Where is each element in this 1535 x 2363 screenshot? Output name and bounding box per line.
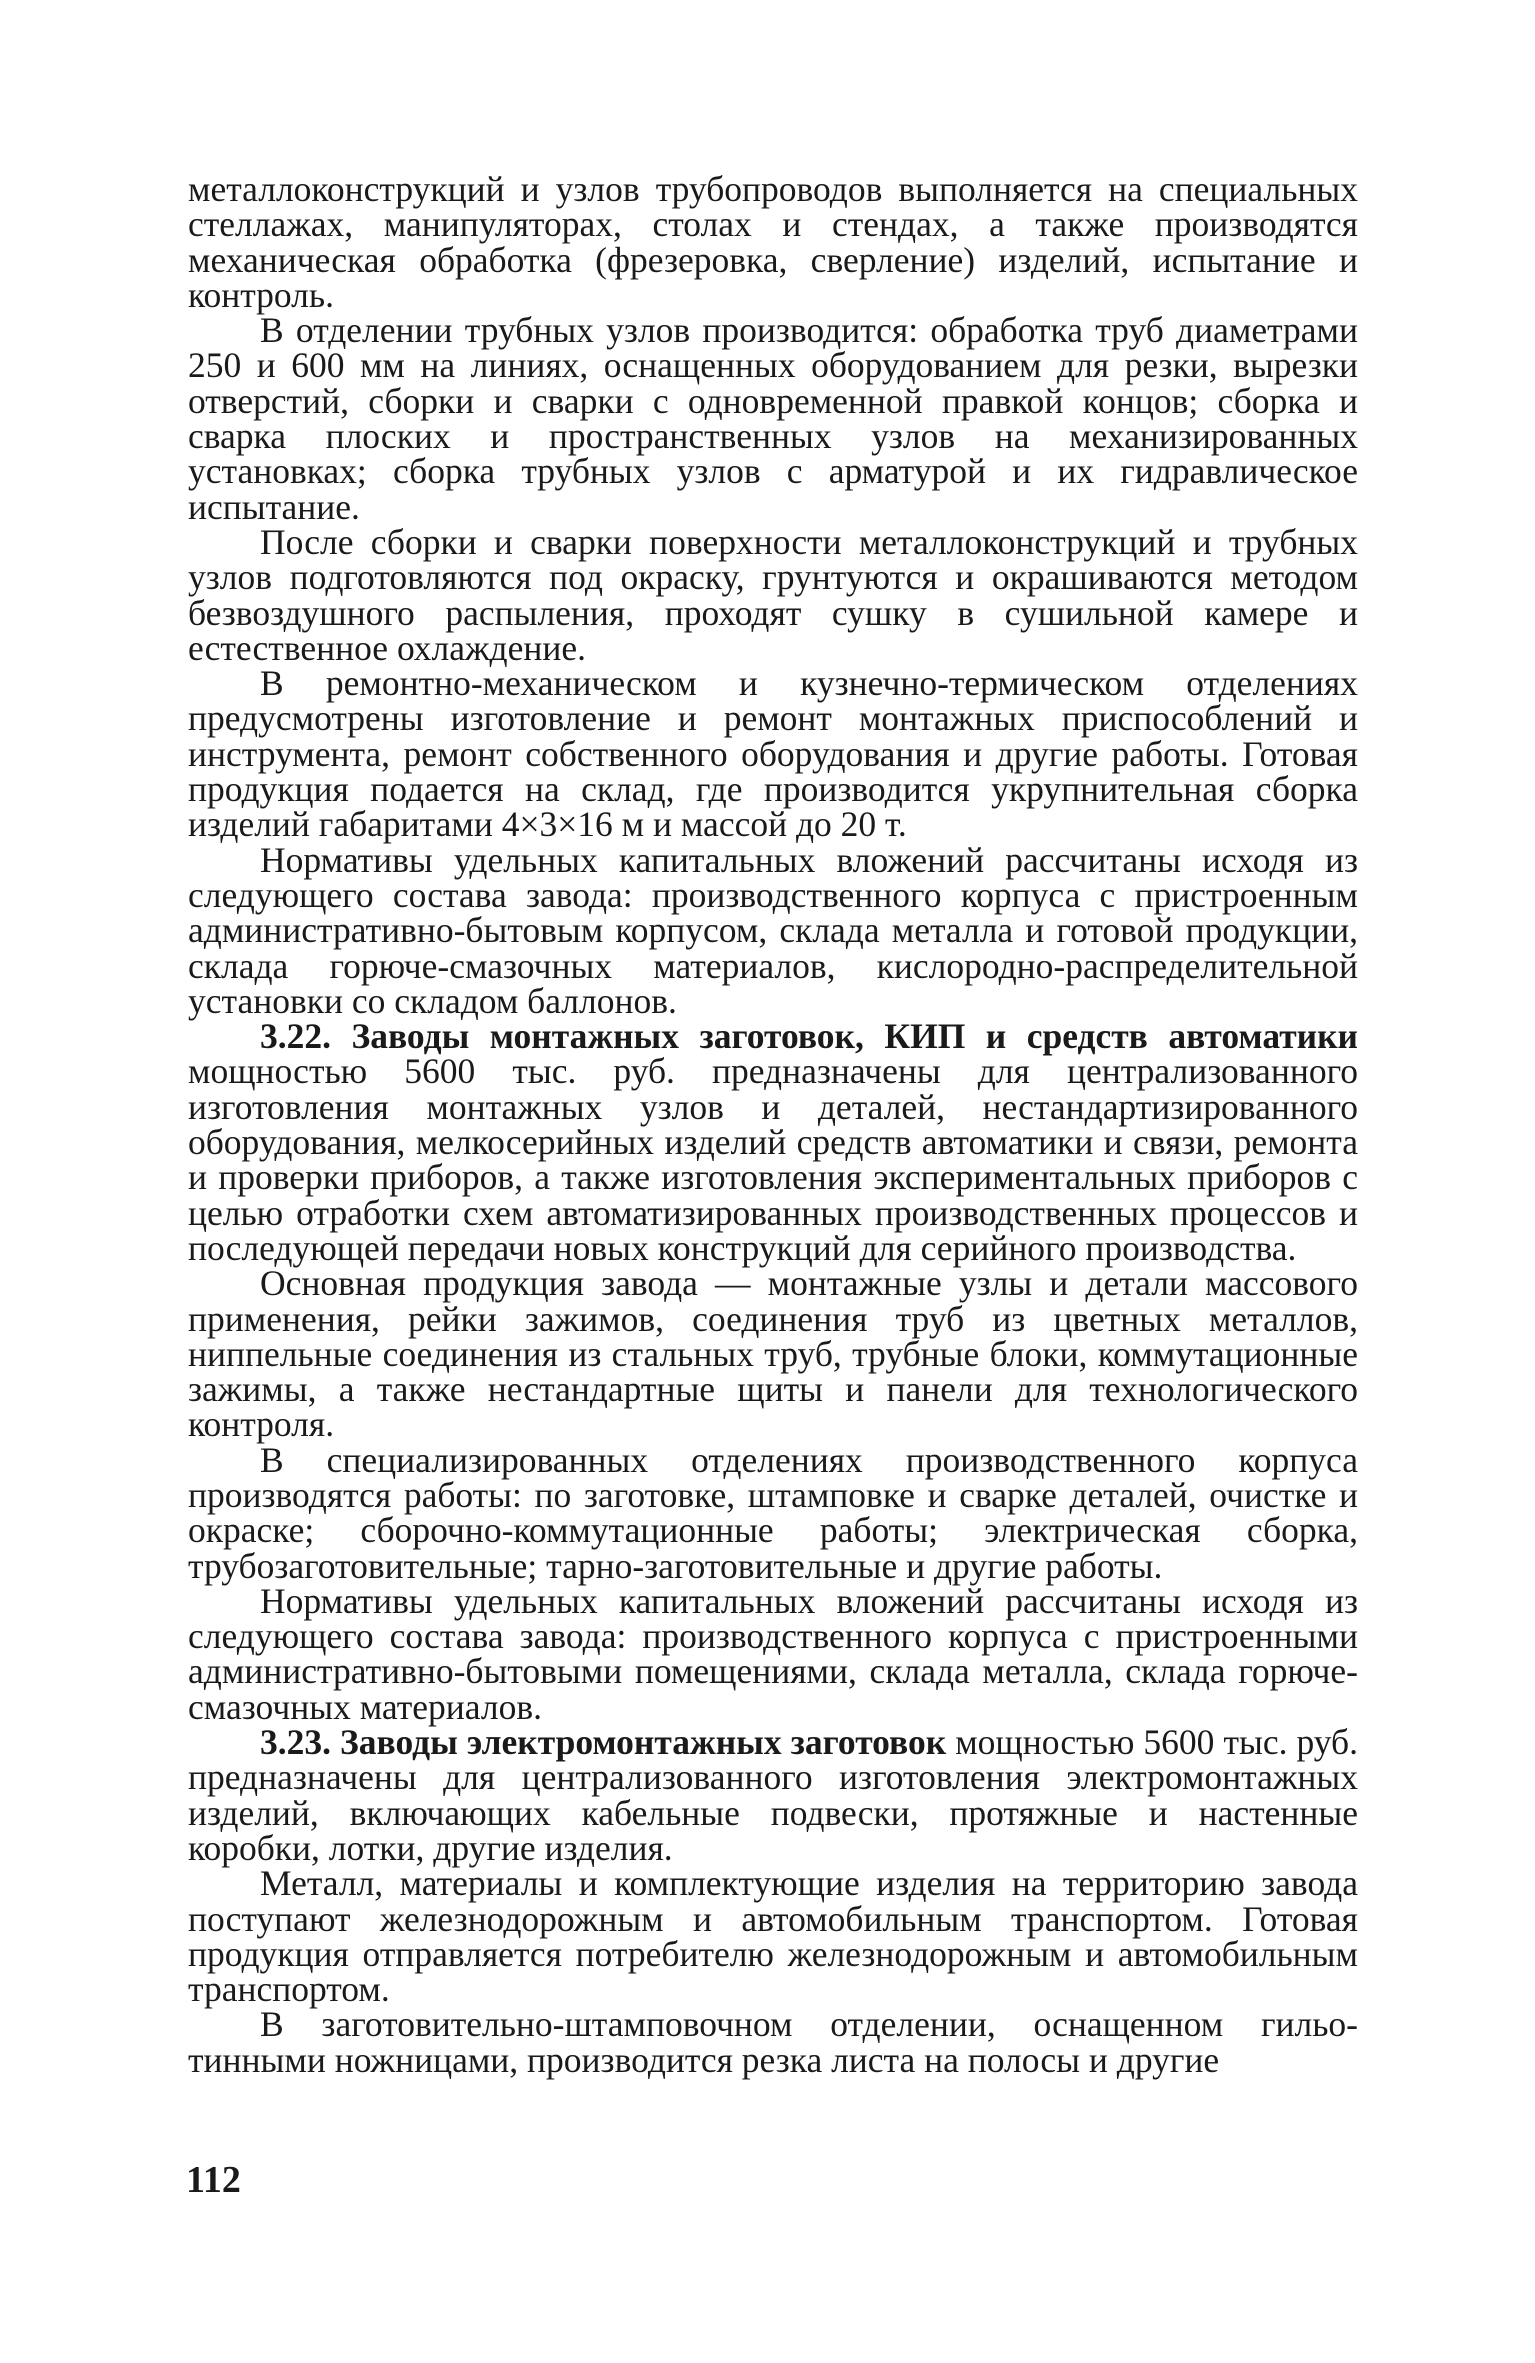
paragraph-stamping: В заготовительно-штамповочном отделении, оснащенном гильотинными ножницами, производится резка листа на полосы и другие bbox=[188, 2004, 1358, 2080]
paragraph-pipe-units: В отделении трубных узлов производится: обработка труб диаметрами 250 и 600 мм на линиях, оснащенных оборудованием для резки, вырезки отверстий, сборки и сварки с одновременной правкой концов; сборка и сварка плоских и пространственных узлов на механизированных установках; сборка трубных узлов с арматурой и их гидравлическое испытание. bbox=[188, 310, 1358, 527]
paragraph-specialized-departments: В специализированных отделениях производственного корпуса производятся работы: по заготовке, штамповке и сварке деталей, очистке и окраске; сборочно-коммутационные работы; электрическая сборка, трубозаготовительные; тарно-заготовительные и другие работы. bbox=[188, 1439, 1358, 1586]
paragraph-main-products: Основная продукция завода — монтажные узлы и детали массового применения, рейки зажимов, соединения труб из цветных металлов, ниппельные соединения из стальных труб, трубные блоки, коммутационные зажимы, а также нестандартные щиты и панели для технологического контроля. bbox=[188, 1263, 1358, 1445]
section-heading: 3.22. Заводы монтажных заготовок, КИП и средств автоматики bbox=[260, 1016, 1358, 1057]
page-number: 112 bbox=[186, 2159, 241, 2201]
section-3-23: 3.23. Заводы электромонтажных заготовок мощностью 5600 тыс. руб. предназначены для централизованного изготовления электромонтажных изделий, включающих кабельные подвески, протяжные и настенные коробки, лотки, другие изделия. bbox=[188, 1722, 1358, 1868]
page-body bbox=[188, 169, 1358, 2080]
paragraph-intro-continuation: металлоконструкций и узлов трубопроводов выполняется на специальных стеллажах, манипуляторах, столах и стендах, а также производятся механическая обработка (фрезеровка, сверление) изделий, испытание и контроль. bbox=[188, 169, 1358, 315]
paragraph-repair: В ремонтно-механическом и кузнечно-термическом отделениях предусмотрены изготовление и ремонт монтажных приспособлений и инструмента, ремонт собственного оборудования и другие работы. Готовая продукция подается на склад, где производится укрупнительная сборка изделий габаритами 4×3×16 м и массой до 20 т. bbox=[188, 663, 1358, 845]
paragraph-transport: Металл, материалы и комплектующие изделия на территорию завода поступают железнодорожным и автомобильным транспортом. Готовая продукция отправляется потребителю железнодорожным и автомобильным транспортом. bbox=[188, 1863, 1358, 2010]
section-heading: 3.23. Заводы электромонтажных заготовок bbox=[260, 1722, 947, 1763]
section-3-22: 3.22. Заводы монтажных заготовок, КИП и средств автоматики мощностью 5600 тыс. руб. предназначены для централизованного изготовления монтажных узлов и деталей, нестандартизированного оборудования, мелкосерийных изделий средств автоматики и связи, ремонта и проверки приборов, а также изготовления экспериментальных приборов с целью отработки схем автоматизированных производственных процессов и последующей передачи новых конструкций для серийного производства. bbox=[188, 1016, 1358, 1268]
paragraph-investment-norms-2: Нормативы удельных капитальных вложений рассчитаны исходя из следующего состава завода: производственного корпуса с пристроенными административно-бытовыми помещениями, склада металла, склада горюче-смазочных материалов. bbox=[188, 1580, 1358, 1727]
paragraph-investment-norms: Нормативы удельных капитальных вложений рассчитаны исходя из следующего состава завода: производственного корпуса с пристроенным административно-бытовым корпусом, склада металла и готовой продукции, склада горюче-смазочных материалов, кислородно-распределительной установки со складом баллонов. bbox=[188, 839, 1358, 1021]
paragraph-painting: После сборки и сварки поверхности металлоконструкций и трубных узлов подготовляются под окраску, грунтуются и окрашиваются методом безвоздушного распыления, проходят сушку в сушильной камере и естественное охлаждение. bbox=[188, 521, 1358, 668]
